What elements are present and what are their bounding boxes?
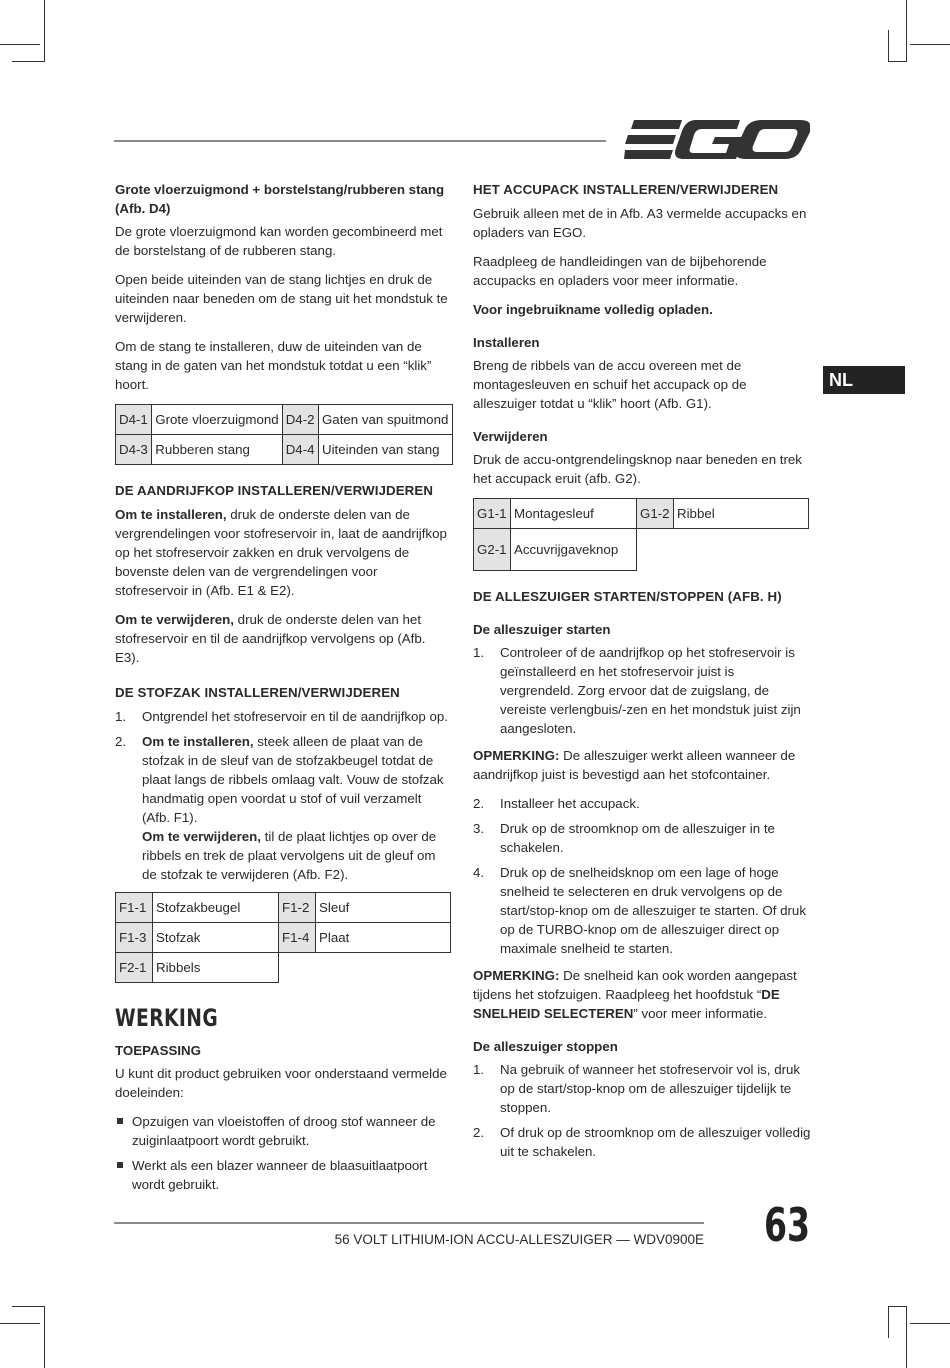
paragraph: Druk de accu-ontgrendelingsknop naar beneden en trek het accupack eruit (afb. G2). (473, 452, 802, 486)
table-cell-key: G1-1 (474, 499, 511, 529)
crop-mark (0, 44, 40, 45)
note-label: OPMERKING: (473, 748, 560, 763)
table-cell-value: Grote vloerzuigmond (152, 405, 282, 435)
section-heading: Grote vloerzuigmond + borstelstang/rubberen stang (Afb. D4) (115, 182, 445, 216)
paragraph: De grote vloerzuigmond kan worden gecombineerd met de borstelstang of de rubberen stang. (115, 224, 443, 258)
paragraph-bold: Voor ingebruikname volledig opladen. (473, 302, 713, 317)
table-cell-value: Montagesleuf (511, 499, 637, 529)
crop-mark (44, 0, 45, 61)
list-number: 2. (473, 1125, 485, 1140)
table-cell-value: Uiteinden van stang (318, 435, 452, 465)
table-cell-value: Stofzakbeugel (153, 893, 279, 923)
list-text: Opzuigen van vloeistoffen of droog stof wanneer de zuiginlaatpoort wordt gebruikt. (132, 1114, 436, 1148)
table-row (474, 529, 809, 571)
table-cell-value: Accuvrijgaveknop (511, 529, 637, 571)
table-cell-value: Sleuf (316, 893, 451, 923)
bullet-square-icon (117, 1118, 123, 1124)
list-text: steek alleen de plaat van de stofzak in de sleuf van de stofzakbeugel totdat de plaat langs de ribbels omlaag valt. Vouw de stofzak handmatig open voordat u stof of vuil verzamelt (Afb. F1). (142, 734, 444, 825)
numbered-list (473, 794, 811, 958)
bullet-list (115, 1112, 453, 1194)
table-cell-key: G2-1 (474, 529, 511, 571)
list-item (473, 794, 811, 813)
list-text: Controleer of de aandrijfkop op het stofreservoir is geïnstalleerd en het stofreservoir juist is vergrendeld. Zorg ervoor dat de zuigslang, de vereiste verlengbuis/-zen en het mondstuk juist zijn aangesloten. (500, 645, 801, 736)
note-text: De snelheid kan ook worden aangepast tijdens het stofzuigen. Raadpleeg het hoofdstuk “ (473, 968, 797, 1002)
paragraph-text: druk de onderste delen van het stofreservoir en til de aandrijfkop vervolgens op (Afb. E3). (115, 612, 426, 665)
section-heading: DE AANDRIJFKOP INSTALLEREN/VERWIJDEREN (115, 483, 434, 498)
table-cell-key: G1-2 (637, 499, 674, 529)
table-cell-key: F1-3 (116, 923, 153, 953)
table-cell-key: F1-1 (116, 893, 153, 923)
table-row (474, 499, 809, 529)
bold-lead: Om te verwijderen, (115, 612, 234, 627)
table-cell-key: F1-4 (279, 923, 316, 953)
list-number: 2. (115, 734, 127, 749)
left-column (115, 180, 453, 1200)
subsection-heading: De alleszuiger stoppen (473, 1039, 618, 1054)
list-text: Druk op de snelheidsknop om een lage of hoge snelheid te selecteren en druk vervolgens op de start/stop-knop om de alleszuiger te starten. Of druk op de TURBO-knop om de alleszuiger direct op maximale snelheid te starten. (500, 865, 806, 956)
list-number: 4. (473, 865, 485, 880)
table-cell-key: D4-4 (282, 435, 318, 465)
list-text: til de plaat lichtjes op over de ribbels en trek de plaat vervolgens uit de gleuf om de stofzak te verwijderen (Afb. F2). (142, 829, 437, 882)
table-cell-key: D4-2 (282, 405, 318, 435)
table-row (116, 923, 451, 953)
list-number: 2. (473, 796, 485, 811)
crop-mark (44, 1306, 45, 1368)
numbered-list (473, 1060, 811, 1161)
crop-mark (888, 30, 889, 62)
list-item (115, 1156, 453, 1194)
ego-logo-icon (622, 118, 810, 162)
table-cell-value: Ribbels (153, 953, 279, 983)
note-reference: DE SNELHEID SELECTEREN (473, 987, 780, 1021)
table-cell-value: Stofzak (153, 923, 279, 953)
table-cell-value: Rubberen stang (152, 435, 282, 465)
list-text: Na gebruik of wanneer het stofreservoir vol is, druk op de start/stop-knop om de alleszuiger tijdelijk te stoppen. (500, 1062, 801, 1115)
table-cell-key: D4-3 (116, 435, 152, 465)
bold-lead: Om te installeren, (115, 507, 227, 522)
note (473, 966, 811, 1023)
numbered-list (115, 707, 453, 884)
subsection-heading: Verwijderen (473, 429, 548, 444)
table-cell-key: F2-1 (116, 953, 153, 983)
section-heading: DE ALLESZUIGER STARTEN/STOPPEN (AFB. H) (473, 589, 782, 604)
bold-lead: Om te verwijderen, (142, 829, 261, 844)
subsection-heading: Installeren (473, 335, 540, 350)
list-item (473, 863, 811, 958)
list-item (473, 643, 811, 738)
legend-table-g (473, 498, 809, 571)
legend-table-f (115, 892, 451, 983)
legend-table-d (115, 404, 453, 465)
table-cell-key: F1-2 (279, 893, 316, 923)
footer-title: 56 VOLT LITHIUM-ION ACCU-ALLESZUIGER — WDV0900E (334, 1232, 704, 1247)
paragraph: Open beide uiteinden van de stang lichtjes en druk de uiteinden naar beneden om de stang uit het mondstuk te verwijderen. (115, 272, 448, 325)
paragraph: Raadpleeg de handleidingen van de bijbehorende accupacks en opladers voor meer informatie. (473, 254, 767, 288)
section-heading: HET ACCUPACK INSTALLEREN/VERWIJDEREN (473, 182, 779, 197)
list-item (115, 732, 453, 884)
section-heading: DE STOFZAK INSTALLEREN/VERWIJDEREN (115, 685, 400, 700)
list-item (473, 1123, 811, 1161)
list-text: Ontgrendel het stofreservoir en til de aandrijfkop op. (142, 709, 449, 724)
crop-mark (12, 1306, 45, 1307)
list-number: 1. (473, 645, 485, 660)
paragraph: Om de stang te installeren, duw de uiteinden van de stang in de gaten van het mondstuk totdat u een “klik” hoort. (115, 339, 432, 392)
table-cell-key: D4-1 (116, 405, 152, 435)
list-item (115, 707, 453, 726)
table-cell-value: Plaat (316, 923, 451, 953)
table-row (116, 435, 453, 465)
paragraph: Gebruik alleen met de in Afb. A3 vermelde accupacks en opladers van EGO. (473, 206, 807, 240)
header-rule (114, 140, 606, 142)
crop-mark (12, 61, 45, 62)
table-row (116, 893, 451, 923)
crop-mark (910, 1323, 950, 1324)
footer-rule (114, 1222, 704, 1224)
list-number: 1. (473, 1062, 485, 1077)
table-cell-empty (279, 953, 451, 983)
list-item (473, 819, 811, 857)
paragraph: U kunt dit product gebruiken voor onderstaand vermelde doeleinden: (115, 1066, 447, 1100)
paragraph (115, 610, 453, 667)
table-cell-empty (637, 529, 809, 571)
table-row (116, 953, 451, 983)
paragraph (115, 505, 453, 600)
crop-mark (888, 1306, 907, 1307)
bold-lead: Om te installeren, (142, 734, 254, 749)
paragraph: Breng de ribbels van de accu overeen met de montagesleuven en schuif het accupack op de alleszuiger totdat u “klik” hoort (Afb. G1). (473, 358, 747, 411)
table-cell-value: Gaten van spuitmond (318, 405, 452, 435)
note (473, 746, 811, 784)
list-text: Of druk op de stroomknop om de alleszuiger volledig uit te schakelen. (500, 1125, 811, 1159)
list-text: Druk op de stroomknop om de alleszuiger in te schakelen. (500, 821, 775, 855)
language-tab: NL (823, 366, 905, 394)
crop-mark (888, 61, 907, 62)
crop-mark (906, 0, 907, 61)
table-row (116, 405, 453, 435)
list-text: Installeer het accupack. (500, 796, 640, 811)
list-item (473, 1060, 811, 1117)
subsection-heading: De alleszuiger starten (473, 622, 611, 637)
numbered-list (473, 643, 811, 738)
table-cell-value: Ribbel (674, 499, 809, 529)
list-item (115, 1112, 453, 1150)
crop-mark (906, 1306, 907, 1368)
bullet-square-icon (117, 1162, 123, 1168)
list-number: 1. (115, 709, 127, 724)
chapter-title: WERKING (115, 1004, 219, 1032)
right-column (473, 180, 811, 1169)
page-number: 63 (764, 1198, 811, 1252)
list-number: 3. (473, 821, 485, 836)
crop-mark (0, 1323, 40, 1324)
list-text: Werkt als een blazer wanneer de blaasuitlaatpoort wordt gebruikt. (132, 1158, 428, 1192)
section-heading: TOEPASSING (115, 1043, 201, 1058)
note-label: OPMERKING: (473, 968, 560, 983)
note-text: De alleszuiger werkt alleen wanneer de aandrijfkop juist is bevestigd aan het stofcontainer. (473, 748, 796, 782)
paragraph-text: druk de onderste delen van de vergrendelingen voor stofreservoir in, laat de aandrijfkop op het stofreservoir zakken en druk vervolgens de bovenste delen van de vergrendelingen voor stofreservoir in (Afb. E1 & E2). (115, 507, 447, 598)
crop-mark (910, 44, 950, 45)
crop-mark (888, 1306, 889, 1338)
note-text: ” voor meer informatie. (633, 1006, 768, 1021)
